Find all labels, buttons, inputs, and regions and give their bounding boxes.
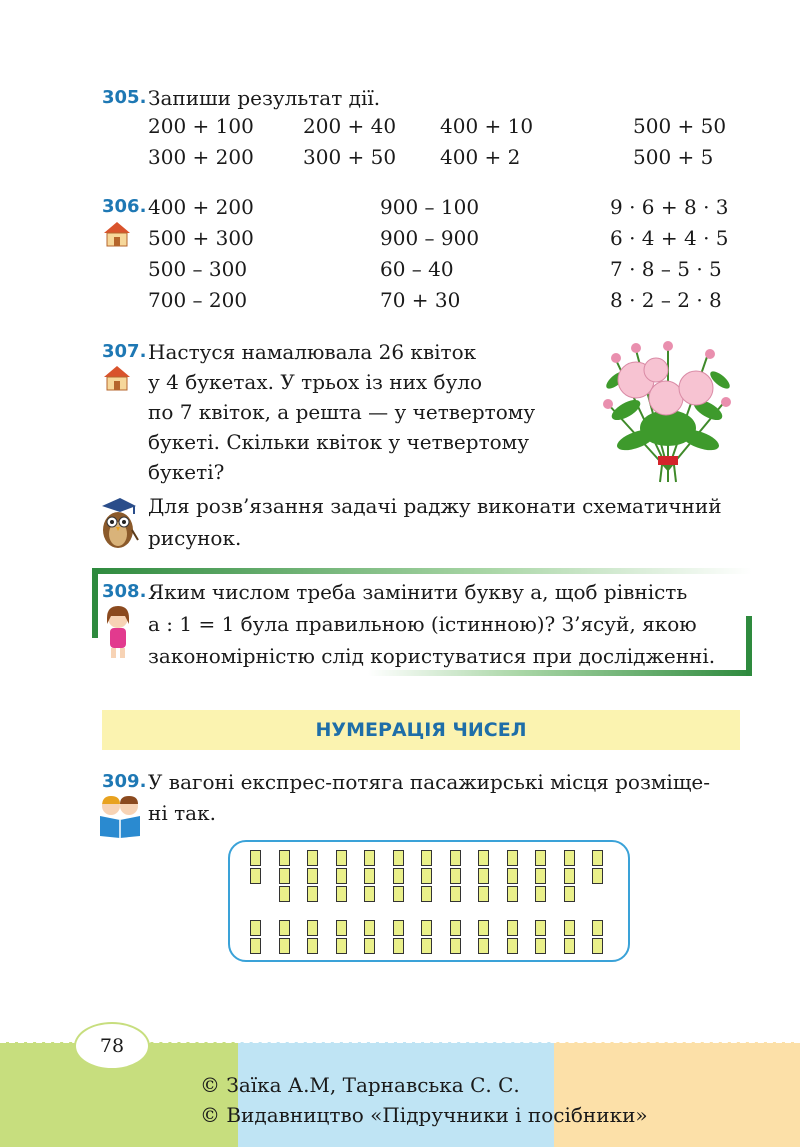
seat [336,920,347,936]
seat [535,886,546,902]
expression: 70 + 30 [380,288,461,312]
seat [507,886,518,902]
task-number-306: 306. [102,196,147,217]
seat [450,868,461,884]
expression: 300 + 50 [303,145,397,169]
children-reading-icon [98,794,142,838]
seat [507,920,518,936]
train-car-diagram [228,840,630,962]
seat [307,868,318,884]
seat [364,886,375,902]
seat [421,938,432,954]
owl-teacher-icon [94,496,140,552]
seat [535,938,546,954]
seat [507,868,518,884]
seat [450,886,461,902]
seat [364,850,375,866]
task-309-line: У вагоні експрес-потяга пасажирські місця розміще- [148,770,711,794]
section-heading: НУМЕРАЦІЯ ЧИСЕЛ [315,719,527,741]
seat [307,886,318,902]
girl-thinking-icon [102,604,134,660]
seat [393,868,404,884]
seat [592,920,603,936]
seat [421,868,432,884]
seat [507,850,518,866]
seat [364,920,375,936]
seat [307,850,318,866]
page-number: 78 [99,1035,125,1057]
seat [307,938,318,954]
house-icon [102,364,132,392]
task-307-line: у 4 букетах. У трьох із них було [148,370,483,394]
seat [592,868,603,884]
expression: 200 + 40 [303,114,397,138]
seat [279,850,290,866]
flower-bouquet-image [596,340,740,486]
expression: 8 · 2 – 2 · 8 [610,288,722,312]
expression: 300 + 200 [148,145,254,169]
seat [364,868,375,884]
task-number-309: 309. [102,771,147,792]
expression: 900 – 100 [380,195,480,219]
footer-band-orange [554,1042,800,1147]
seat [250,868,261,884]
expression: 400 + 200 [148,195,254,219]
seat [478,886,489,902]
seat [564,850,575,866]
credit-publisher: © Видавництво «Підручники і посібники» [200,1103,648,1127]
task-308-line: закономірністю слід користуватися при дослідженні. [148,644,716,668]
seat [450,920,461,936]
seat [478,920,489,936]
expression: 7 · 8 – 5 · 5 [610,257,722,281]
seat [393,938,404,954]
expression: 500 + 300 [148,226,254,250]
task-307-line: Настуся намалювала 26 квіток [148,340,477,364]
house-icon [102,220,132,248]
expression: 500 + 50 [633,114,727,138]
seat [250,850,261,866]
seat [336,850,347,866]
seat [535,850,546,866]
seat [279,938,290,954]
seat [279,868,290,884]
seat [592,938,603,954]
seat [535,868,546,884]
task-307-line: букеті? [148,460,225,484]
seat [507,938,518,954]
task-308-line: Яким числом треба замінити букву а, щоб рівність [148,580,688,604]
seat [364,938,375,954]
expression: 60 – 40 [380,257,454,281]
seat [564,938,575,954]
expression: 900 – 900 [380,226,480,250]
seat [421,920,432,936]
seat [592,850,603,866]
task-307-line: по 7 квіток, а решта — у четвертому [148,400,536,424]
seat [564,886,575,902]
expression: 200 + 100 [148,114,254,138]
task-307-line: букеті. Скільки квіток у четвертому [148,430,529,454]
expression: 700 – 200 [148,288,248,312]
seat [250,938,261,954]
task-number-305: 305. [102,87,147,108]
seat [564,920,575,936]
seat [478,868,489,884]
credit-authors: © Заїка А.М, Тарнавська С. С. [200,1073,520,1097]
seat [279,886,290,902]
seat [250,920,261,936]
task-308-line: а : 1 = 1 була правильною (істинною)? З’ясуй, якою [148,612,697,636]
seat [564,868,575,884]
task-309-line: ні так. [148,801,216,825]
task-number-307: 307. [102,341,147,362]
hint-line: Для розв’язання задачі раджу виконати схематичний [148,494,722,518]
expression: 6 · 4 + 4 · 5 [610,226,729,250]
seat [393,886,404,902]
seat [279,920,290,936]
expression: 9 · 6 + 8 · 3 [610,195,729,219]
seat [450,938,461,954]
seat [478,850,489,866]
task-number-308: 308. [102,581,147,602]
seat [336,868,347,884]
seat [478,938,489,954]
seat [450,850,461,866]
task-305-title: Запиши результат дії. [148,86,381,110]
expression: 400 + 2 [440,145,521,169]
expression: 500 – 300 [148,257,248,281]
hint-line: рисунок. [148,526,242,550]
expression: 500 + 5 [633,145,714,169]
expression: 400 + 10 [440,114,534,138]
seat [393,850,404,866]
seat [336,938,347,954]
seat [307,920,318,936]
seat [336,886,347,902]
seat [421,850,432,866]
seat [421,886,432,902]
seat [535,920,546,936]
seat [393,920,404,936]
